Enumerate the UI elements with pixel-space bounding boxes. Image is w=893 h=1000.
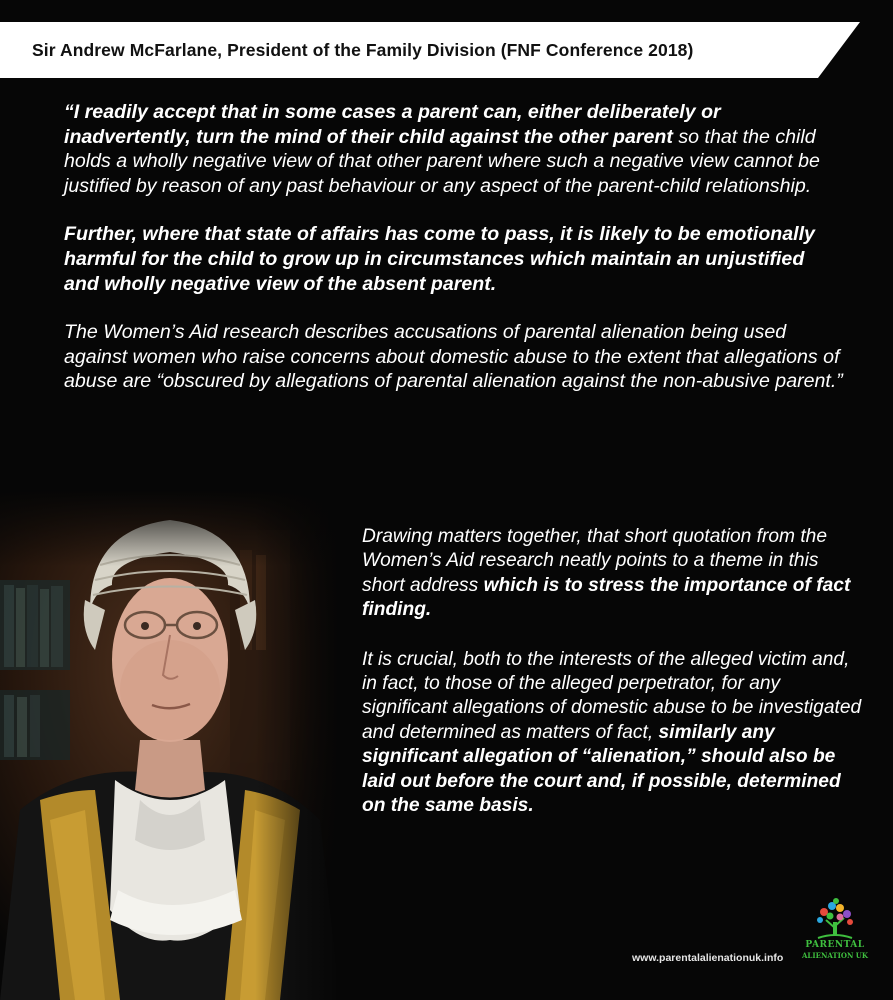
quote-p1-rest: so that the child holds a wholly negative view of that other parent where such a negative view cannot be justified by reason of any past behaviour or any aspect of the parent-child relationship.	[64, 125, 820, 197]
quote-paragraph-2: Further, where that state of affairs has come to pass, it is likely to be emotionally harmful for the child to grow up in circumstances which maintain an unjustified and wholly negative view of the absent parent.	[64, 223, 815, 295]
parental-alienation-logo	[800, 898, 870, 978]
remarks-paragraph-2	[362, 648, 862, 819]
tree-icon	[800, 898, 870, 940]
quote-paragraph-1	[64, 100, 844, 198]
remarks-p1-rest: Drawing matters together, that short quotation from the Women’s Aid research neatly points to a theme in this short address	[362, 526, 828, 596]
title-banner	[0, 22, 893, 78]
banner-title: Sir Andrew McFarlane, President of the Family Division (FNF Conference 2018)	[32, 39, 694, 60]
quote-p1-bold: “I readily accept that in some cases a parent can, either deliberately or inadvertently, turn the mind of their child against the other parent	[64, 101, 721, 148]
logo-text-alienation-uk: ALIENATION UK	[801, 951, 868, 960]
logo-text-parental: PARENTAL	[805, 940, 865, 950]
judge-portrait-illustration	[0, 490, 340, 1000]
remarks-p2-bold: similarly any significant allegation of “alienation,” should also be laid out before the court and, if possible, determined on the same basis.	[362, 721, 841, 817]
remarks-paragraph-1	[362, 525, 862, 623]
remarks-p2-rest: It is crucial, both to the interests of the alleged victim and, in fact, to those of the alleged perpetrator, for any significant allegations of domestic abuse to be investigated and determined as matters of fact,	[362, 648, 862, 743]
website-url: www.parentalalienationuk.info	[632, 952, 784, 964]
quote-paragraph-3: The Women’s Aid research describes accusations of parental alienation being used against women who raise concerns about domestic abuse to the extent that allegations of abuse are “obscured by allegations of parental alienation against the non-abusive parent.”	[64, 321, 843, 393]
remarks-p1-bold: which is to stress the importance of fact finding.	[362, 574, 851, 621]
closing-remarks	[362, 525, 862, 843]
judge-portrait	[0, 490, 340, 1000]
quote-block	[64, 100, 844, 418]
